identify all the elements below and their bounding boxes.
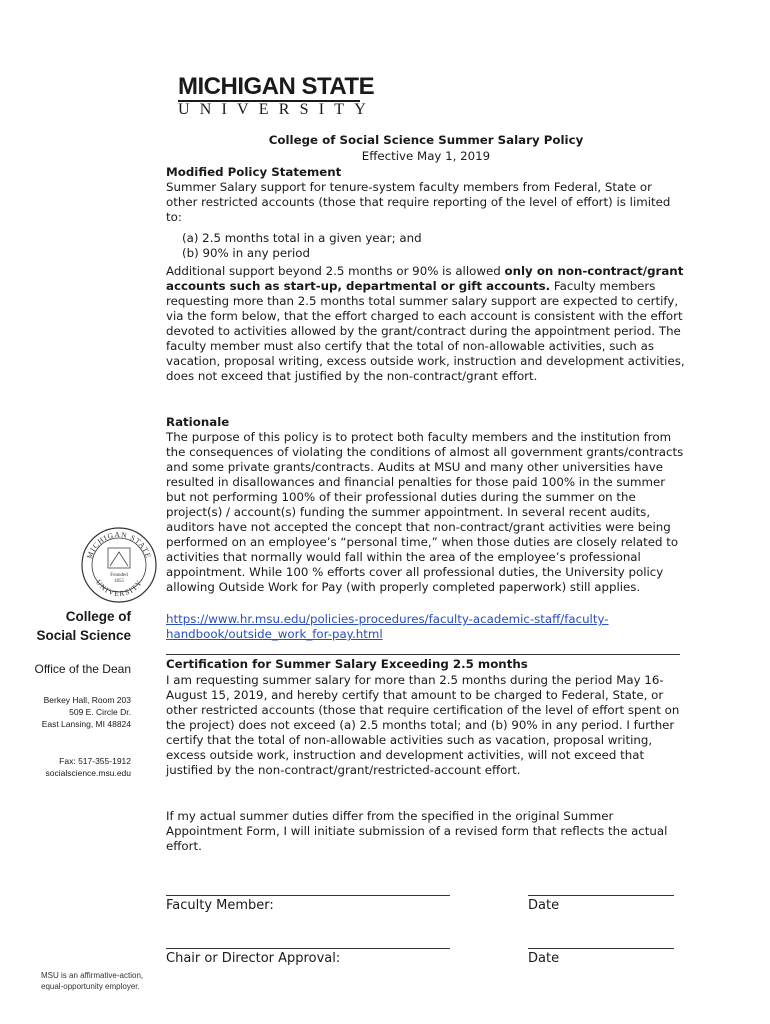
sidebar-college-line1: College of (65, 609, 131, 624)
effective-date: Effective May 1, 2019 (361, 149, 491, 163)
sidebar-address2: 509 E. Circle Dr. (69, 707, 131, 717)
faculty-date-label: Date (528, 898, 560, 913)
outside-work-link-line1[interactable]: https://www.hr.msu.edu/policies-procedures/faculty-academic-staff/faculty- (166, 612, 609, 626)
limit-item-a: (a) 2.5 months total in a given year; and (182, 231, 422, 245)
sidebar-fax: Fax: 517-355-1912 (59, 756, 131, 766)
modified-policy-body: Summer Salary support for tenure-system faculty members from Federal, State or other restricted accounts (those that require reporting of the level of effort) is limited to: (166, 180, 671, 224)
sidebar-address3: East Lansing, MI 48824 (41, 719, 131, 729)
faculty-member-label: Faculty Member: (166, 898, 274, 913)
additional-support-intro: Additional support beyond 2.5 months or 90% is allowed (166, 264, 505, 278)
additional-support-detail: Faculty members requesting more than 2.5 months total summer salary support are expected to certify, via the form below, that the effort charged to each account is consistent with the effort devoted to activities allowed by the grant/contract during the appointment period. The faculty member must also certify that the total of non-allowable activities, such as vacation, proposal writing, excess outside work, instruction and development activities, does not exceed that justified by the non-contract/grant effort. (166, 279, 685, 383)
sidebar-footer-line1: MSU is an affirmative-action, (41, 971, 144, 980)
certification-body: I am requesting summer salary for more than 2.5 months during the period May 16-August 15, 2019, and hereby certify that amount to be charged to Federal, State, or other restricted accounts (those that require certification of the level of effort spent on the project) does not exceed (a) 2.5 months total; and (b) 90% in any period. I further certify that the total of non-allowable activities such as vacation, proposal writing, excess outside work, instruction and development activities, will not exceed that justified by the non-contract/grant/restricted-account effort. (166, 673, 680, 777)
rationale-heading: Rationale (166, 415, 230, 429)
chair-date-line[interactable] (528, 948, 674, 949)
certification-heading: Certification for Summer Salary Exceeding 2.5 months (166, 657, 528, 671)
sidebar-footer-line2: equal-opportunity employer. (41, 982, 140, 991)
modified-policy-heading: Modified Policy Statement (166, 165, 342, 179)
document-title: College of Social Science Summer Salary Policy (268, 133, 584, 147)
chair-approval-label: Chair or Director Approval: (166, 951, 341, 966)
limit-item-b: (b) 90% in any period (182, 246, 310, 260)
seal-year: 1855 (114, 579, 124, 584)
sidebar-address1: Berkey Hall, Room 203 (43, 695, 131, 705)
seal-text-top: MICHIGAN STATE (84, 529, 154, 560)
faculty-date-line[interactable] (528, 895, 674, 896)
logo-wordmark-bottom: UNIVERSITY (178, 101, 376, 118)
additional-support-emphasis: only on non-contract/grant accounts such as start-up, departmental or gift accounts. (166, 264, 684, 293)
sidebar-office: Office of the Dean (34, 662, 131, 676)
section-divider (166, 654, 680, 655)
certification-change-note: If my actual summer duties differ from the specified in the original Summer Appointment Form, I will initiate submission of a revised form that reflects the actual effort. (166, 809, 668, 853)
university-seal (80, 526, 158, 604)
faculty-signature-line[interactable] (166, 895, 450, 896)
sidebar-college-line2: Social Science (36, 628, 131, 643)
seal-text-bottom: UNIVERSITY (93, 577, 145, 599)
rationale-body: The purpose of this policy is to protect both faculty members and the institution from the consequences of violating the conditions of almost all government grants/contracts and some private grants/contracts. Audits at MSU and many other universities have resulted in disallowances and financial penalties for those paid 100% in the summer but not performing 100% of their professional duties during the summer on the project(s) / account(s) funding the summer appointment. In several recent audits, auditors have not accepted the concept that non-contract/grant activities were being performed on an employee’s “personal time,” when those duties are closely related to activities that normally would fall within the area of the employee’s professional appointment. While 100 % efforts cover all professional duties, the University policy allowing Outside Work for Pay (with properly completed paperwork) still applies. (166, 430, 684, 594)
sidebar-web: socialscience.msu.edu (45, 768, 131, 778)
additional-support-paragraph (166, 264, 686, 384)
outside-work-link-line2[interactable]: handbook/outside_work_for-pay.html (166, 627, 383, 641)
chair-date-label: Date (528, 951, 560, 966)
seal-founded: Founded (110, 573, 128, 578)
svg-text:MICHIGAN STATE (85, 530, 153, 560)
chair-signature-line[interactable] (166, 948, 450, 949)
logo-wordmark-top: MICHIGAN STATE (178, 73, 375, 100)
